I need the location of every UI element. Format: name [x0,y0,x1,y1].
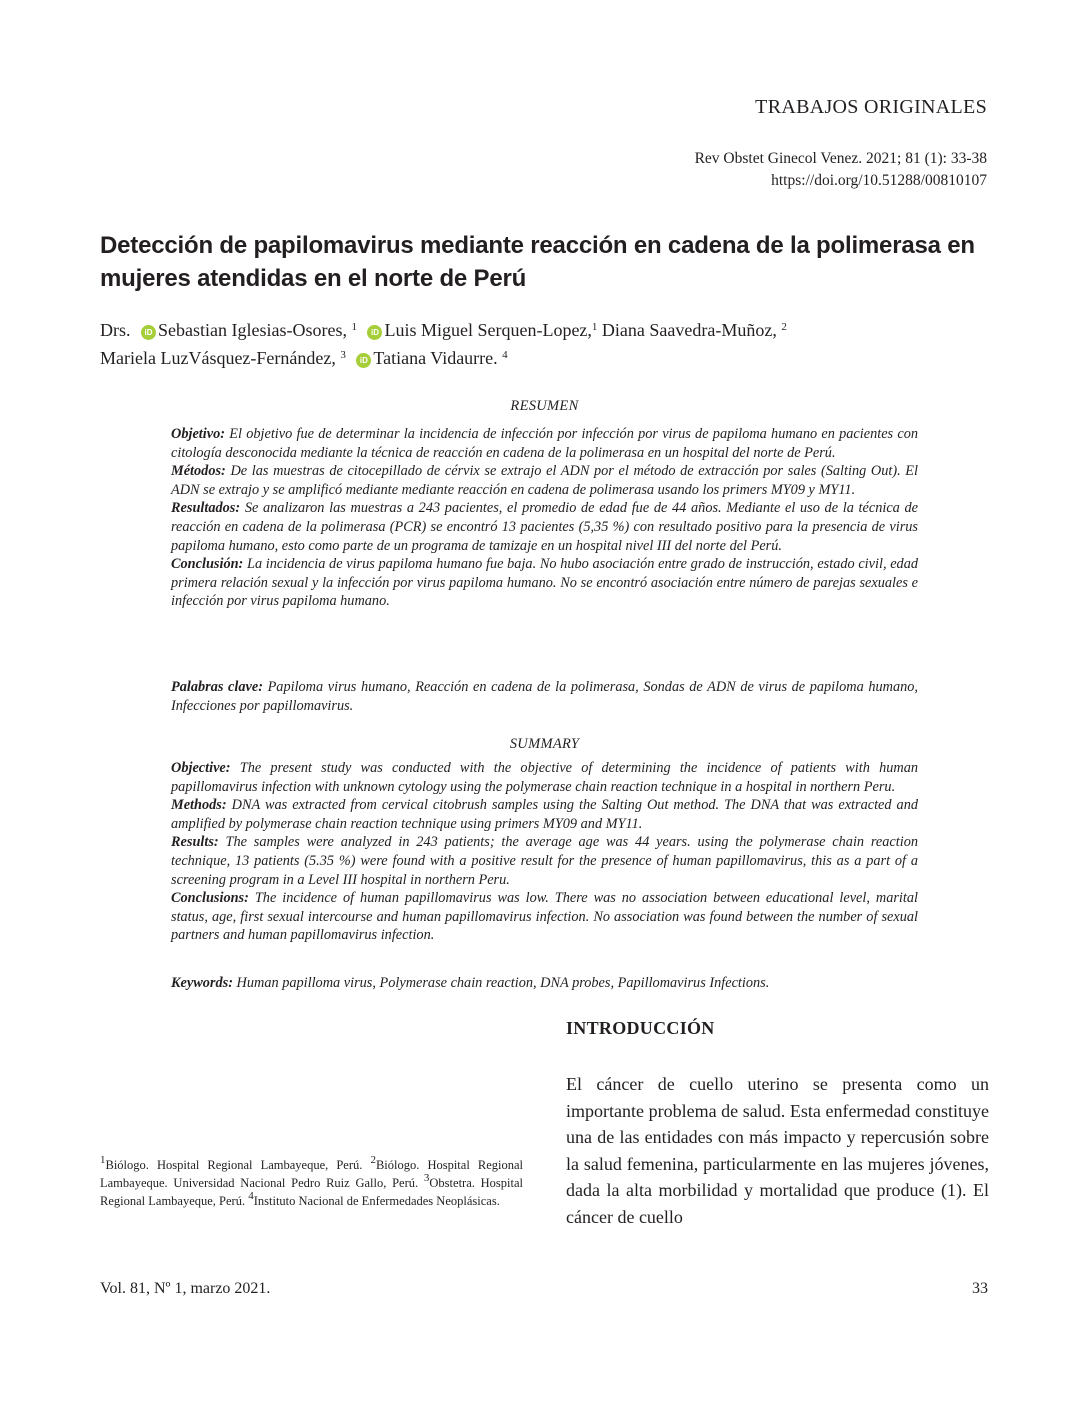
summary-methods [171,796,918,833]
resumen-metodos [171,462,918,499]
fn-text: Instituto Nacional de Enfermedades Neoplásicas. [253,1194,500,1208]
affiliations-footnote [100,1156,523,1210]
text: Human papilloma virus, Polymerase chain reaction, DNA probes, Papillomavirus Infections. [236,975,770,991]
text: DNA was extracted from cervical citobrush samples using the Salting Out method. The DNA that was extracted and amplified by polymerase chain reaction technique using primers MY09 and MY11. [171,797,918,832]
author-list [100,316,1000,372]
label: Conclusión: [171,556,244,573]
orcid-icon[interactable]: iD [356,353,371,368]
author-name: Mariela LuzVásquez-Fernández, [100,348,336,368]
article-title: Detección de papilomavirus mediante reacción en cadena de la polimerasa en mujeres atendidas en el norte de Perú [100,232,975,292]
doi-link[interactable]: https://doi.org/10.51288/00810107 [771,172,987,189]
palabras-clave [171,678,918,715]
orcid-icon[interactable]: iD [367,325,382,340]
summary-conclusions [171,889,918,945]
page-number: 33 [972,1280,988,1297]
label: Resultados: [171,500,241,517]
journal-citation: Rev Obstet Ginecol Venez. 2021; 81 (1): 33-38 [694,150,987,167]
resumen-resultados [171,499,918,555]
fn-text: Obstetra. Hospital Regional Lambayeque, Perú. [100,1176,523,1208]
affiliation-sup: 4 [502,349,508,361]
fn-sup: 1 [100,1154,106,1166]
affiliation-sup: 3 [340,349,346,361]
affiliation-sup: 1 [351,321,357,333]
summary-results [171,833,918,889]
text: Papiloma virus humano, Reacción en cadena de la polimerasa, Sondas de ADN de virus de papiloma humano, Infecciones por papillomavirus. [171,679,918,714]
fn-text: Biólogo. Hospital Regional Lambayeque, Perú. [105,1158,371,1172]
resumen-heading: RESUMEN [510,398,579,414]
fn-text: Biólogo. Hospital Regional Lambayeque. Universidad Nacional Pedro Ruiz Gallo, Perú. [100,1158,524,1190]
citation [695,148,987,192]
fn-sup: 4 [248,1190,254,1202]
keywords [171,974,918,993]
summary-body [171,759,918,945]
text: The incidence of human papillomavirus was low. There was no association between educational level, marital status, age, first sexual intercourse and human papillomavirus infection. No association was found between the number of sexual partners and human papillomavirus infection. [171,890,918,944]
orcid-icon[interactable]: iD [141,325,156,340]
text: The samples were analyzed in 243 patients; the average age was 44 years. using the polymerase chain reaction technique, 13 patients (5.35 %) were found with a positive result for the presence of human papillomavirus, this as a part of a screening program in a Level III hospital in northern Peru. [171,834,918,888]
text: De las muestras de citocepillado de cérvix se extrajo el ADN por el método de extracción por sales (Salting Out). El ADN se extrajo y se amplificó mediante mediante reacción en cadena de polimerasa usando los primers MY09 y MY11. [171,463,918,498]
summary-objective [171,759,918,796]
author-name: Diana Saavedra-Muñoz, [601,320,777,340]
resumen-objetivo [171,425,918,462]
text: Se analizaron las muestras a 243 pacientes, el promedio de edad fue de 44 años. Mediante el uso de la técnica de reacción en cadena de la polimerasa (PCR) se encontró 13 pacientes (5,35 %) con resultado positivo para la presencia de virus papiloma humano, esto como parte de un programa de tamizaje en un hospital nivel III del norte del Perú. [171,500,919,554]
resumen-body [171,425,918,611]
fn-sup: 2 [370,1154,376,1166]
text: El objetivo fue de determinar la incidencia de infección por infección por virus de papiloma humano en pacientes con citología desconocida mediante la técnica de reacción en cadena de la polimerasa en un hospital del norte de Perú. [171,426,919,461]
affiliation-sup: 1 [591,321,598,333]
introduction-text: El cáncer de cuello uterino se presenta como un importante problema de salud. Esta enfermedad constituye una de las entidades con más impacto y repercusión sobre la salud femenina, particularmente en las mujeres jóvenes, dada la alta morbilidad y mortalidad que produce (1). El cáncer de cuello [566,1074,989,1227]
label: Conclusions: [171,890,249,907]
label: Palabras clave: [171,679,263,695]
label: Results: [171,834,219,851]
text: The present study was conducted with the objective of determining the incidence of patients with human papillomavirus infection with unknown cytology using the polymerase chain reaction technique in a hospital in northern Peru. [171,760,918,795]
label: Objetivo: [171,426,225,442]
text: La incidencia de virus papiloma humano fue baja. No hubo asociación entre grado de instrucción, estado civil, edad primera relación sexual y la infección por virus papiloma humano. No se encontró asociación entre número de parejas sexuales e infección por virus papiloma humano. [171,556,919,610]
author-prefix: Drs. [100,320,131,340]
label: Métodos: [171,463,226,480]
affiliation-sup: 2 [781,321,787,333]
label: Keywords: [171,975,233,991]
author-name: Sebastian Iglesias-Osores, [158,320,347,340]
resumen-conclusion [171,555,918,611]
label: Methods: [171,797,227,814]
label: Objective: [171,760,231,776]
author-name: Luis Miguel Serquen-Lopez, [384,320,592,340]
fn-sup: 3 [423,1172,430,1184]
footer-volume: Vol. 81, Nº 1, marzo 2021. [100,1280,271,1297]
section-label: TRABAJOS ORIGINALES [755,96,987,118]
summary-heading: SUMMARY [509,736,580,752]
introduction-heading: INTRODUCCIÓN [566,1018,715,1038]
author-name: Tatiana Vidaurre. [373,348,498,368]
